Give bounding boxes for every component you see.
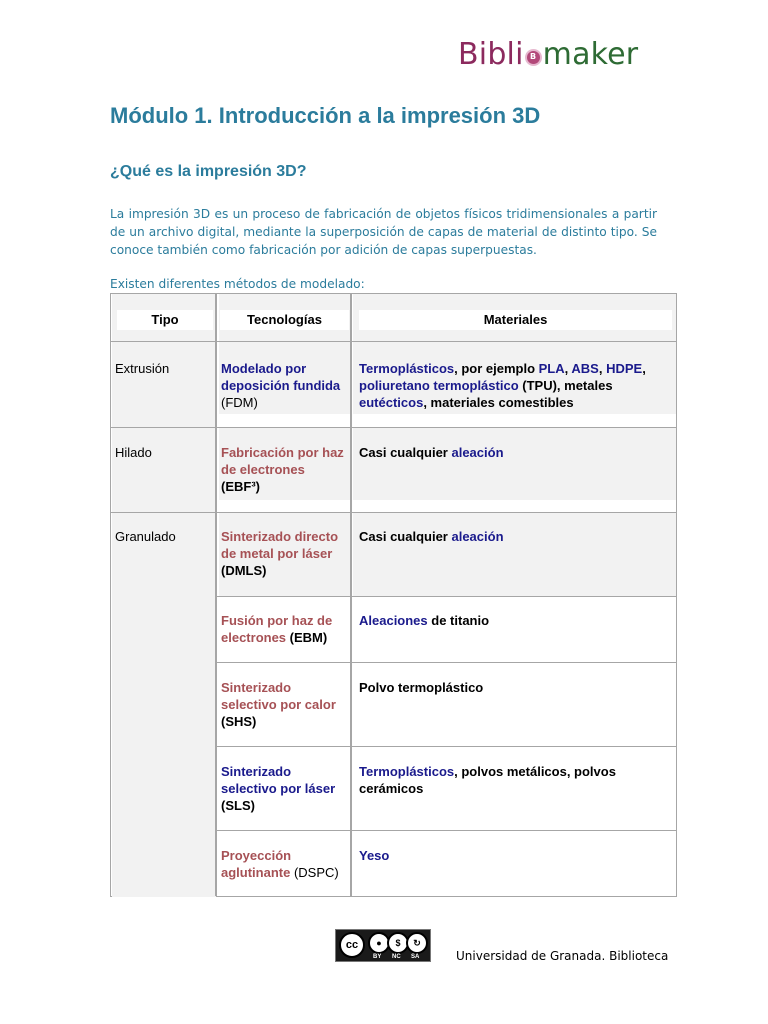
logo-text-part2: maker	[542, 37, 639, 72]
intro-paragraph: La impresión 3D es un proceso de fabricación de objetos físicos tridimensionales a partir de un archivo digital, mediante la superposición de capas de material de distinto tipo. Se conoce también como fabricación por adición de capas superpuestas.	[110, 207, 657, 257]
methods-table	[110, 293, 677, 897]
person-icon: ●	[368, 932, 390, 954]
table-row-tecnologia: Sinterizado selectivo por láser (SLS)	[221, 764, 336, 813]
table-row-materiales: Casi cualquier aleación	[359, 445, 504, 460]
table-row-tecnologia: Modelado por deposición fundida (FDM)	[221, 361, 341, 410]
table-header	[111, 294, 676, 342]
logo-mark-icon: B	[525, 49, 542, 66]
cc-by-label: BY	[373, 954, 382, 960]
module-title: Módulo 1. Introducción a la impresión 3D	[110, 103, 541, 128]
table-row-tecnologia: Fusión por haz de electrones (EBM)	[221, 613, 333, 645]
table-row-tipo: Granulado	[115, 529, 176, 544]
table-row-tipo: Extrusión	[115, 361, 170, 376]
header-tecnologias: Tecnologías	[220, 310, 349, 330]
cc-icon: cc	[339, 932, 365, 958]
table-row-tecnologia: Fabricación por haz de electrones (EBF³)	[221, 445, 344, 494]
no-dollar-icon: $	[387, 932, 409, 954]
footer-institution: Universidad de Granada. Biblioteca	[456, 949, 669, 963]
table-row-materiales: Aleaciones de titanio	[359, 613, 490, 628]
header-tipo: Tipo	[117, 310, 213, 330]
table-row-tipo: Hilado	[115, 445, 152, 460]
section-heading: ¿Qué es la impresión 3D?	[110, 163, 307, 180]
header-materiales: Materiales	[359, 310, 672, 330]
table-row-tecnologia: Proyección aglutinante (DSPC)	[221, 848, 339, 880]
table-row-materiales: Termoplásticos, polvos metálicos, polvos cerámicos	[359, 764, 616, 796]
table-row-tecnologia: Sinterizado directo de metal por láser (DMLS)	[221, 529, 339, 578]
table-row-materiales: Termoplásticos, por ejemplo PLA, ABS, HDPE, poliuretano termoplástico (TPU), metales eutécticos, materiales comestibles	[359, 361, 646, 410]
cc-sa-label: SA	[411, 954, 420, 960]
cc-nc-label: NC	[392, 954, 401, 960]
logo-text-part1: Bibli	[458, 37, 524, 72]
table-row-materiales: Yeso	[359, 848, 390, 863]
table-row-materiales: Casi cualquier aleación	[359, 529, 504, 544]
table-row-materiales: Polvo termoplástico	[359, 680, 484, 695]
intro-methods-line: Existen diferentes métodos de modelado:	[110, 277, 365, 291]
bibliomaker-logo	[458, 37, 639, 72]
table-row-tecnologia: Sinterizado selectivo por calor (SHS)	[221, 680, 336, 729]
share-alike-icon: ↻	[406, 932, 428, 954]
creative-commons-license-badge	[335, 929, 431, 962]
